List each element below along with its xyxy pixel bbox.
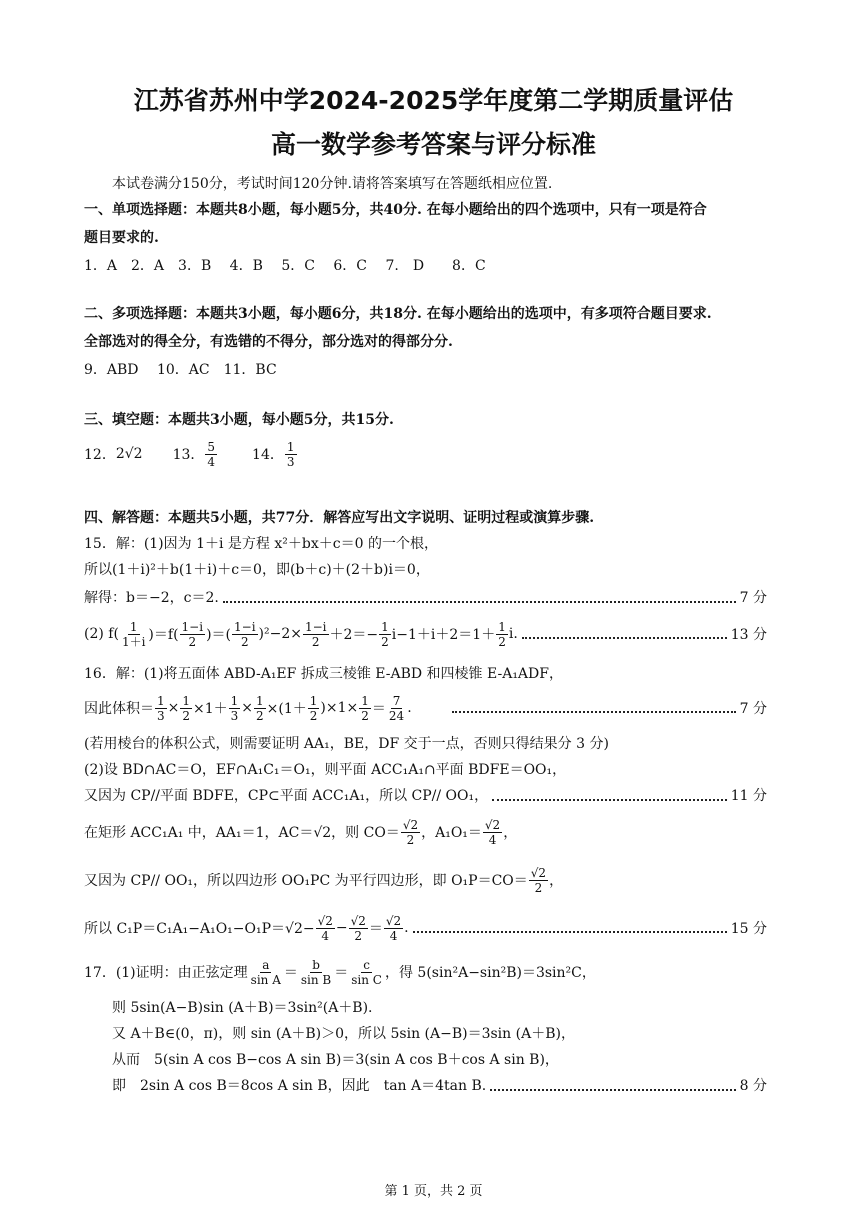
q15-line3: 解得：b＝−2，c＝2. 7 分 <box>84 590 767 606</box>
math-fraction: $\frac{1}{2}$ <box>381 619 389 649</box>
section2-heading-line2: 全部选对的得全分，有选错的不得分，部分选对的得部分分. <box>84 334 453 350</box>
formula-text: ×1＋ <box>193 701 228 717</box>
formula-text: ＝ <box>283 965 298 981</box>
formula-text: ，得 5(sin²A−sin²B)＝3sin²C， <box>384 965 596 981</box>
math-fraction: $\frac{√2}{4}$ <box>484 817 501 847</box>
formula-text: (2) f( <box>84 626 119 642</box>
formula-text: 因此体积＝ <box>84 701 154 717</box>
dot-leader <box>492 799 727 801</box>
section3-answers <box>84 436 767 472</box>
dot-leader <box>413 931 727 933</box>
math-fraction: $\frac{√2}{2}$ <box>350 913 366 943</box>
math-fraction: $\frac{b}{\text{sin B}}$ <box>300 957 332 987</box>
section1-answers: 1．A 2．A 3．B 4．B 5．C 6．C 7. D 8．C <box>84 258 486 274</box>
q17-line4: 从而 5(sin A cos B−cos A sin B)＝3(sin A cos B＋cos A sin B)， <box>112 1052 559 1068</box>
math-fraction: $\frac{a}{\text{sin A}}$ <box>250 957 281 987</box>
math-fraction: $\frac{1-i}{2}$ <box>234 619 256 649</box>
math-fraction: $\frac{1}{2}$ <box>309 693 318 723</box>
q16-line1: 16．解：(1)将五面体 ABD-A₁EF 拆成三棱锥 E-ABD 和四棱锥 E-A₁ADF， <box>84 666 563 682</box>
dot-leader <box>452 711 736 713</box>
dot-leader <box>522 637 727 639</box>
formula-text: )²−2× <box>258 626 302 642</box>
formula-text: ， <box>549 873 564 889</box>
dot-leader <box>490 1089 735 1091</box>
formula-text: ，A₁O₁＝ <box>421 825 482 841</box>
formula-text: 所以 C₁P＝C₁A₁−A₁O₁−O₁P＝√2− <box>84 921 315 937</box>
section4-heading: 四、解答题：本题共5小题，共77分．解答应写出文字说明、证明过程或演算步骤. <box>84 510 595 526</box>
formula-text: ×(1＋ <box>266 701 307 717</box>
section2-heading-line1: 二、多项选择题：本题共3小题，每小题6分，共18分. 在每小题给出的选项中，有多项符合题目要求. <box>84 306 712 322</box>
math-fraction: $\frac{1}{2}$ <box>498 619 506 649</box>
q17-line1 <box>84 954 767 990</box>
score-mark: 15 分 <box>730 921 767 937</box>
score-mark: 7 分 <box>739 590 767 606</box>
document-title: 江苏省苏州中学2024-2025学年度第二学期质量评估 <box>133 86 734 115</box>
math-fraction: $\frac{1-i}{2}$ <box>304 619 327 649</box>
math-fraction: $\frac{1-i}{2}$ <box>181 619 204 649</box>
section1-heading-line1: 一、单项选择题：本题共8小题，每小题5分，共40分. 在每小题给出的四个选项中，只有一项是符合 <box>84 202 707 218</box>
section2-answers: 9．ABD 10．AC 11．BC <box>84 362 277 378</box>
formula-text: ＋2＝− <box>329 627 379 643</box>
answer-13-fraction: $\frac{5}{4}$ <box>207 439 216 469</box>
formula-text: . <box>404 920 409 936</box>
q16-note: (若用棱台的体积公式，则需要证明 AA₁，BE，DF 交于一点，否则只得结果分 3 分) <box>84 736 609 752</box>
q17-line3: 又 A＋B∈(0，π)，则 sin (A＋B)＞0，所以 5sin (A−B)＝3sin (A＋B)， <box>112 1026 575 1042</box>
formula-text: i. <box>508 626 518 642</box>
section1-heading-line2: 题目要求的. <box>84 230 159 246</box>
math-fraction: $\frac{1}{2}$ <box>256 693 264 723</box>
math-fraction: $\frac{1}{1+i}$ <box>121 619 146 649</box>
math-fraction: $\frac{c}{\text{sin C}}$ <box>351 957 382 987</box>
formula-text: ＝ <box>371 701 386 717</box>
q17-line2: 则 5sin(A−B)sin (A＋B)＝3sin²(A＋B). <box>112 1000 373 1016</box>
dot-leader <box>223 601 736 603</box>
formula-text: × <box>241 700 254 716</box>
q16-line8 <box>84 910 767 946</box>
q15-line4 <box>84 616 767 652</box>
math-fraction: $\frac{√2}{4}$ <box>317 913 333 943</box>
formula-text: × <box>167 700 180 716</box>
formula-text: )＝f( <box>148 627 179 643</box>
math-fraction: $\frac{√2}{4}$ <box>385 913 402 943</box>
q16-line5: 又因为 CP//平面 BDFE，CP⊂平面 ACC₁A₁，所以 CP// OO₁， 11 分 <box>84 788 767 804</box>
score-mark: 13 分 <box>730 627 767 643</box>
math-fraction: $\frac{7}{24}$ <box>388 693 405 723</box>
document-subtitle: 高一数学参考答案与评分标准 <box>270 130 596 159</box>
q16-line6 <box>84 814 767 850</box>
math-fraction: $\frac{1}{2}$ <box>361 693 369 723</box>
q15-line2: 所以(1＋i)²＋b(1＋i)＋c＝0，即(b＋c)＋(2＋b)i＝0， <box>84 562 430 578</box>
math-fraction: $\frac{1}{3}$ <box>157 693 165 723</box>
q15-line1: 15．解：(1)因为 1＋i 是方程 x²＋bx＋c＝0 的一个根， <box>84 536 438 552</box>
math-fraction: $\frac{√2}{2}$ <box>402 817 419 847</box>
q17-line5: 即 2sin A cos B＝8cos A sin B，因此 tan A＝4tan B. 8 分 <box>112 1078 767 1094</box>
page-footer: 第 1 页，共 2 页 <box>384 1184 483 1199</box>
q16-line7 <box>84 862 767 898</box>
formula-text: ＝ <box>368 921 383 937</box>
formula-text: . <box>407 700 412 716</box>
formula-text: ＝ <box>334 965 349 981</box>
formula-text: )×1× <box>320 700 359 716</box>
q16-line4: (2)设 BD∩AC＝O，EF∩A₁C₁＝O₁，则平面 ACC₁A₁∩平面 BDFE＝OO₁， <box>84 762 567 778</box>
answer-14-fraction: $\frac{1}{3}$ <box>286 439 295 469</box>
formula-text: ， <box>503 825 518 841</box>
formula-text: i−1＋i＋2＝1＋ <box>391 627 496 643</box>
formula-text: 在矩形 ACC₁A₁ 中，AA₁＝1，AC＝√2，则 CO＝ <box>84 825 400 841</box>
q16-line2 <box>84 690 767 726</box>
formula-text: 17．(1)证明：由正弦定理 <box>84 965 248 981</box>
math-fraction: $\frac{√2}{2}$ <box>530 865 547 895</box>
answer-12-value: 2√2 <box>115 446 143 462</box>
section3-heading: 三、填空题：本题共3小题，每小题5分，共15分. <box>84 412 394 428</box>
score-mark: 7 分 <box>739 701 767 717</box>
answer-12-label: 12． <box>84 447 116 463</box>
math-fraction: $\frac{1}{3}$ <box>230 693 239 723</box>
math-fraction: $\frac{1}{2}$ <box>182 693 191 723</box>
answer-13-label: 13． <box>172 447 205 463</box>
formula-text: 又因为 CP// OO₁，所以四边形 OO₁PC 为平行四边形，即 O₁P＝CO＝ <box>84 873 528 889</box>
score-mark: 11 分 <box>730 788 767 804</box>
formula-text: − <box>335 920 348 936</box>
answer-14-label: 14． <box>252 447 284 463</box>
exam-instructions: 本试卷满分150分，考试时间120分钟.请将答案填写在答题纸相应位置. <box>112 176 553 192</box>
score-mark: 8 分 <box>739 1078 767 1094</box>
formula-text: )＝( <box>206 627 231 643</box>
